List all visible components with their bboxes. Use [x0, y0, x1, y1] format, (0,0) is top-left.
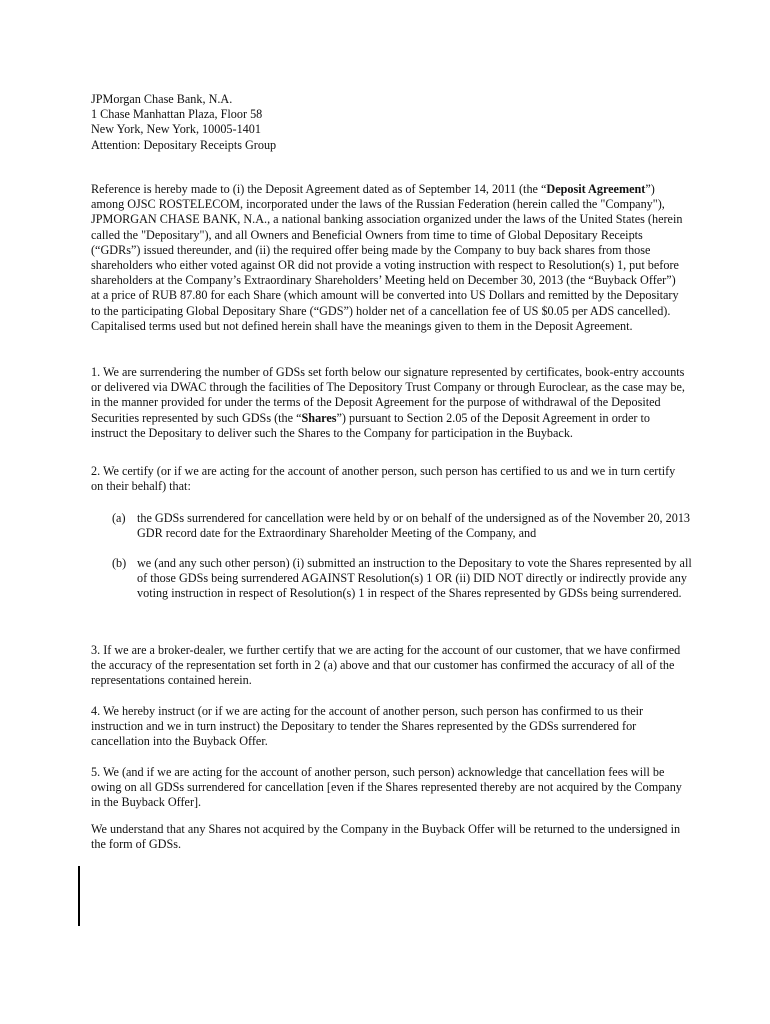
paragraph-1-text-2: ”) pursuant to Section 2.05 of the Deposit Agreement in order to instruct the Depositary to deliver such the Shares to the Company for participation in the Buyback. — [91, 410, 650, 440]
paragraph-1 — [91, 365, 686, 441]
reference-text-1: Reference is hereby made to (i) the Deposit Agreement dated as of September 14, 2011 (the “ — [91, 182, 547, 196]
address-line-2: 1 Chase Manhattan Plaza, Floor 58 — [91, 107, 263, 122]
item-b — [112, 556, 692, 602]
item-a-marker: (a) — [112, 511, 126, 525]
paragraph-4-text: 4. We hereby instruct (or if we are acting for the account of another person, such person has confirmed to us their instruction and we in turn instruct) the Depositary to tender the Shares represented by the GDSs surrendered for cancellation into the Buyback Offer. — [91, 704, 644, 749]
paragraph-2-text: 2. We certify (or if we are acting for the account of another person, such person has certified to us and we in turn certify on their behalf) that: — [91, 464, 676, 494]
item-a-text: the GDSs surrendered for cancellation were held by or on behalf of the undersigned as of the November 20, 2013 GDR record date for the Extraordinary Shareholder Meeting of the Company, and — [137, 511, 691, 541]
reference-paragraph — [91, 182, 686, 334]
margin-change-bar — [78, 866, 80, 926]
address-line-1: JPMorgan Chase Bank, N.A. — [91, 92, 233, 106]
address-line-3: New York, New York, 10005-1401 — [91, 122, 261, 137]
paragraph-2 — [91, 464, 686, 494]
paragraph-4 — [91, 704, 686, 750]
recipient-address — [91, 92, 691, 153]
item-b-text: we (and any such other person) (i) submitted an instruction to the Depositary to vote the Shares represented by all of those GDSs being surrendered AGAINST Resolution(s) 1 OR (ii) DID NOT directly or indirectly provide any voting instruction in respect of Resolution(s) 1 in respect of the Shares represented by GDSs being surrendered. — [137, 556, 692, 601]
closing-paragraph — [91, 822, 686, 852]
paragraph-5-text: 5. We (and if we are acting for the account of another person, such person) acknowledge that cancellation fees will be owing on all GDSs surrendered for cancellation [even if the Shares represented thereby are not acquired by the Company in the Buyback Offer]. — [91, 765, 682, 810]
paragraph-5 — [91, 765, 686, 811]
reference-text-2: ”) among OJSC ROSTELECOM, incorporated under the laws of the Russian Federation (herein called the "Company"), JPMORGAN CHASE BANK, N.A., a national banking association organized under the laws of the United States (herein called the "Depositary"), and all Owners and Beneficial Owners from time to time of Global Depositary Receipts (“GDRs”) issued thereunder, and (ii) the required offer being made by the Company to buy back shares from those shareholders who either voted against OR did not provide a voting instruction with respect to Resolution(s) 1, put before shareholders at the Company’s Extraordinary Shareholders’ Meeting held on December 30, 2013 (the “Buyback Offer”) at a price of RUB 87.80 for each Share (which amount will be converted into US Dollars and remitted by the Depositary to the participating Global Depositary Share (“GDS”) holder net of a cancellation fee of US $0.05 per ADS cancelled). Capitalised terms used but not defined herein shall have the meanings given to them in the Deposit Agreement. — [91, 182, 683, 333]
paragraph-3-text: 3. If we are a broker-dealer, we further certify that we are acting for the account of our customer, that we have confirmed the accuracy of the representation set forth in 2 (a) above and that our customer has confirmed the accuracy of all of the representations contained herein. — [91, 643, 681, 688]
address-line-4: Attention: Depositary Receipts Group — [91, 137, 277, 152]
item-a — [112, 511, 692, 541]
paragraph-1-text-1: 1. We are surrendering the number of GDSs set forth below our signature represented by certificates, book-entry accounts or delivered via DWAC through the facilities of The Depository Trust Company or through Euroclear, as the case may be, in the manner provided for under the terms of the Deposit Agreement for the purpose of withdrawal of the Deposited Securities represented by such GDSs (the “ — [91, 365, 685, 425]
shares-term: Shares — [301, 410, 337, 425]
closing-text: We understand that any Shares not acquired by the Company in the Buyback Offer will be returned to the undersigned in the form of GDSs. — [91, 822, 681, 852]
paragraph-3 — [91, 643, 686, 689]
deposit-agreement-term: Deposit Agreement — [546, 182, 646, 196]
item-b-marker: (b) — [112, 556, 127, 570]
